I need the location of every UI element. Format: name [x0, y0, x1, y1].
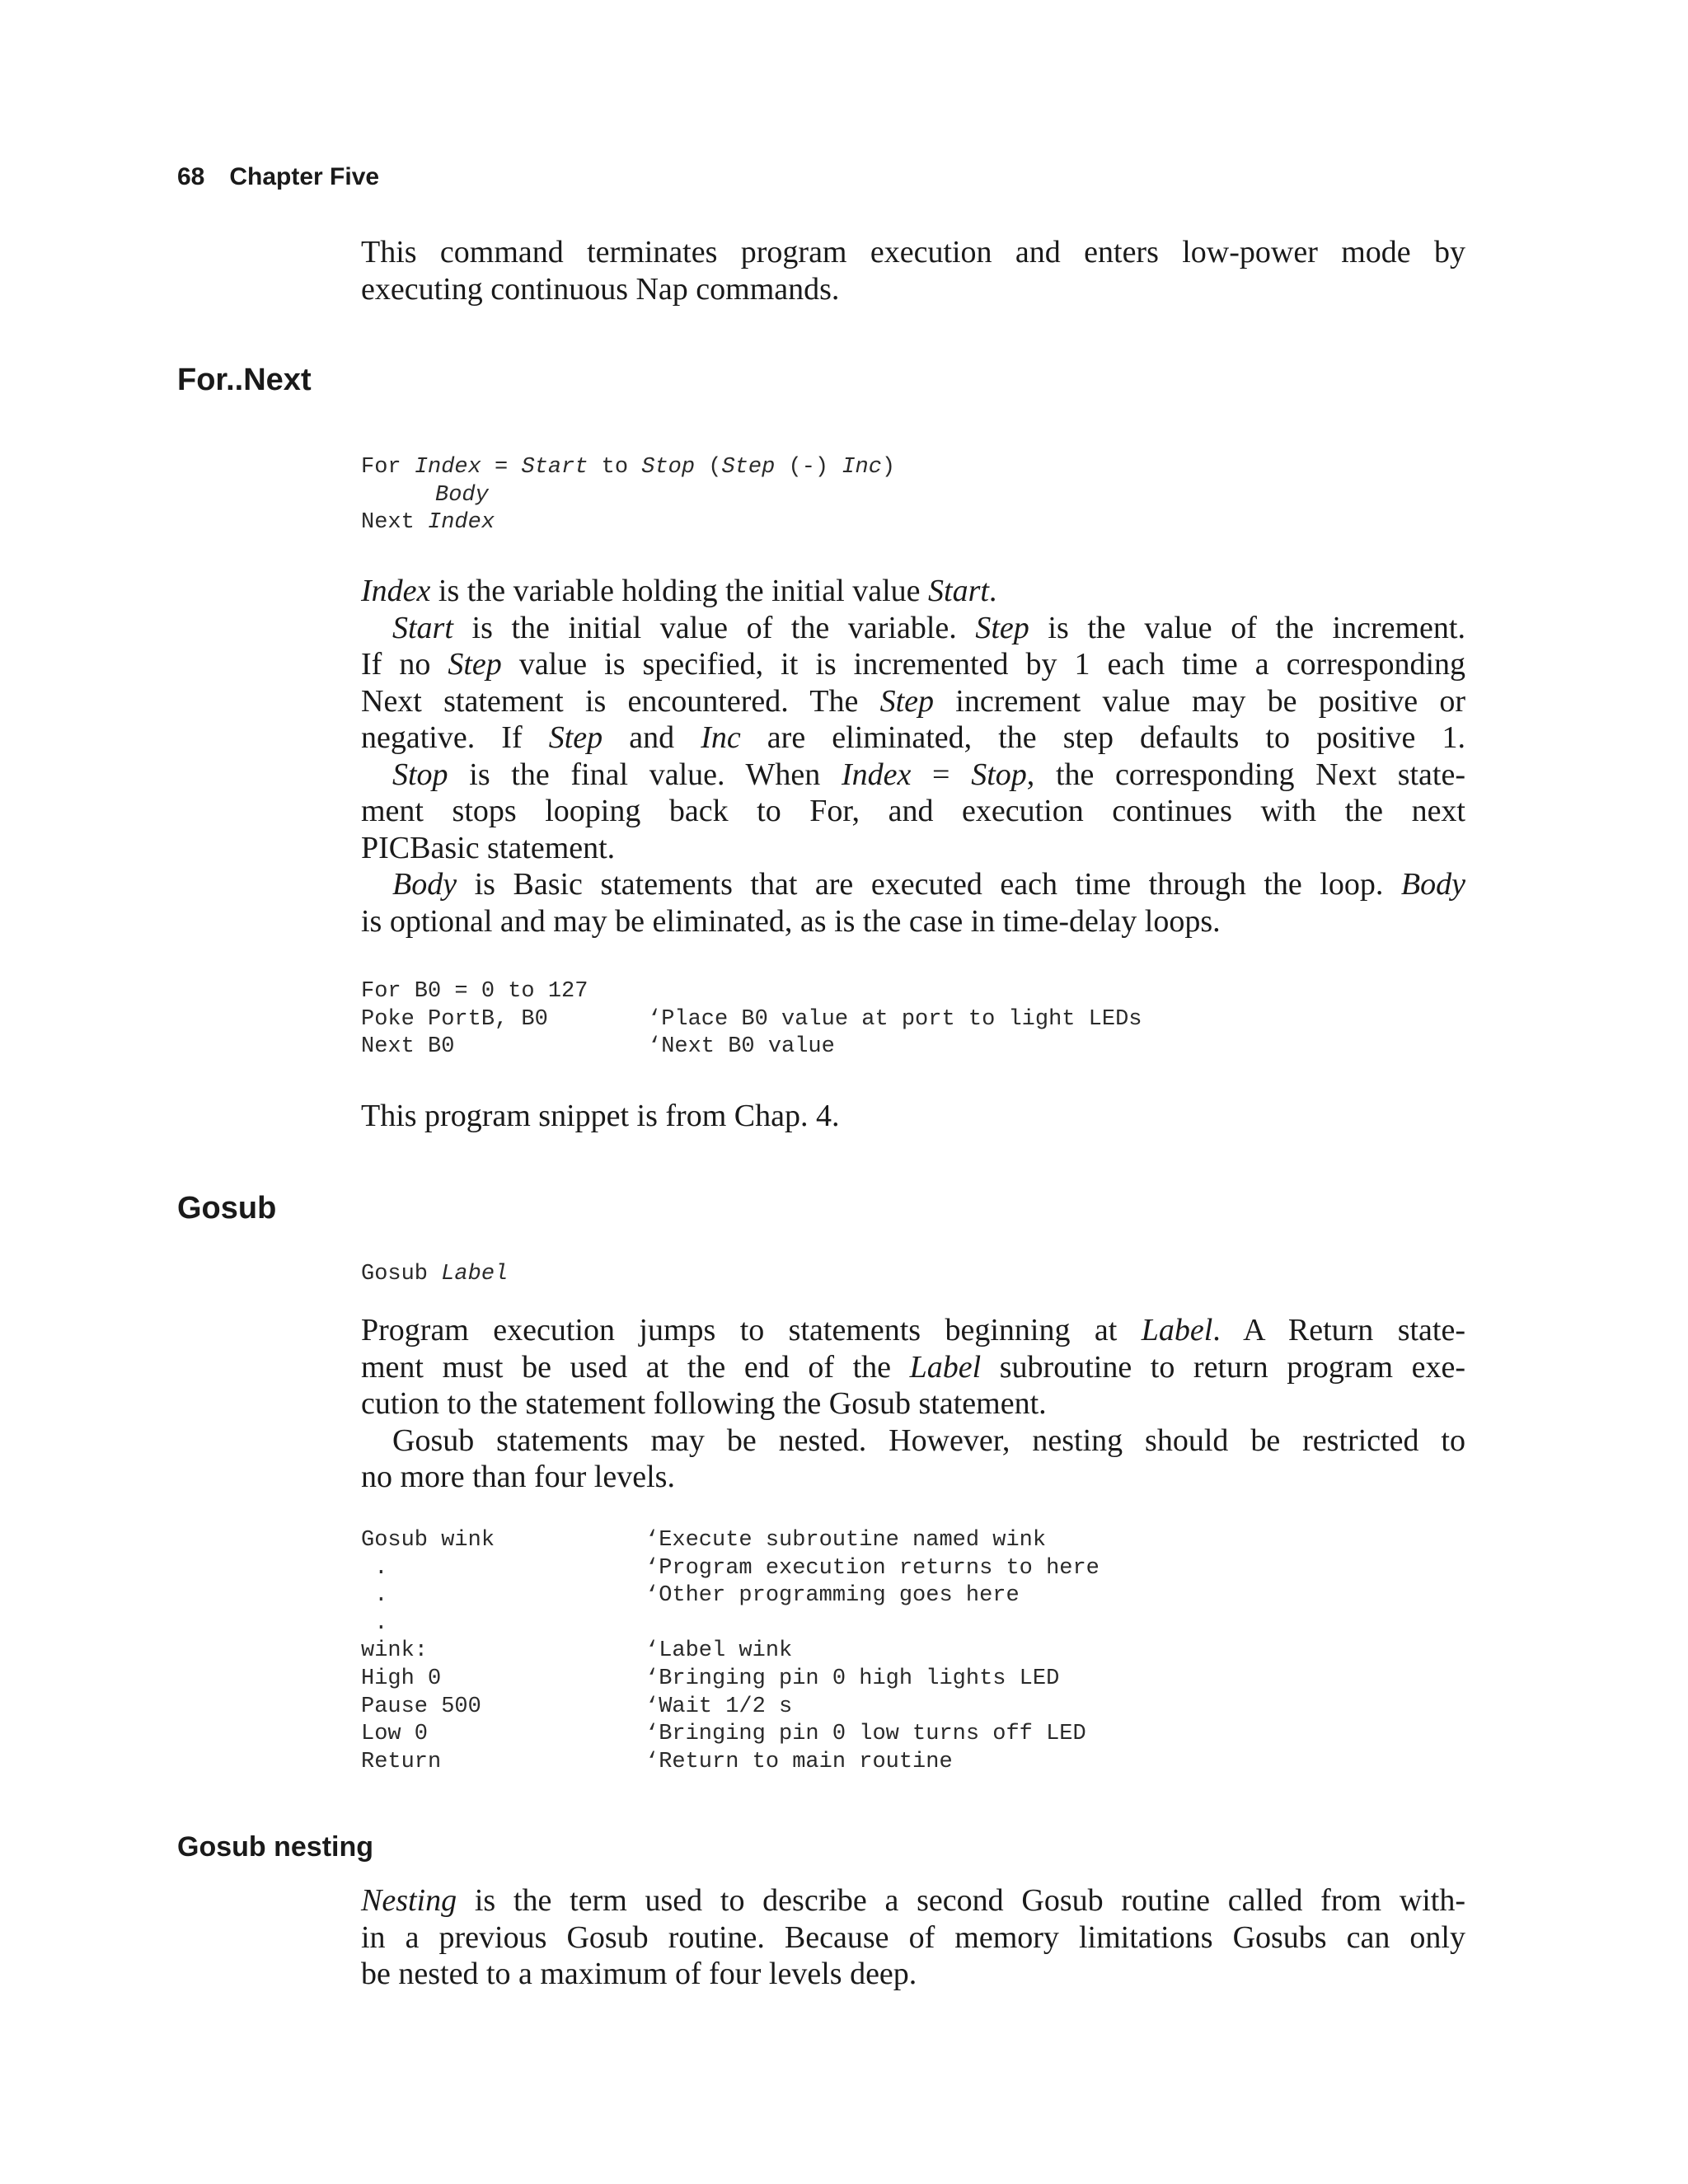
text-fragment: .	[988, 574, 997, 608]
text-fragment: High 0	[361, 1666, 442, 1691]
text-fragment: is Basic statements that are executed each time through the loop.	[457, 867, 1401, 902]
for-desc-line: is optional and may be eliminated, as is the case in time-delay loops.	[361, 903, 1221, 939]
text-fragment: value is specified, it is incremented by 1 each time a corresponding	[501, 647, 1466, 682]
code-line	[361, 1582, 1100, 1610]
code-line	[361, 1527, 1100, 1555]
text-fragment: Step	[879, 683, 935, 719]
text-fragment: Body	[1400, 867, 1465, 902]
text-fragment: ‘Program execution returns to here	[645, 1555, 1100, 1581]
section-heading-gosub: Gosub	[177, 1191, 277, 1226]
text-fragment: Step	[448, 647, 502, 682]
text-fragment: Next statement is encountered. The	[361, 683, 880, 719]
text-fragment: .	[361, 1555, 388, 1581]
text-fragment: ‘Bringing pin 0 high lights LED	[645, 1666, 1060, 1691]
for-desc-line	[361, 573, 1465, 610]
gosub-desc-line	[361, 1349, 1465, 1386]
code-line	[361, 1610, 1100, 1638]
gosub-desc-line: cution to the statement following the Gosub statement.	[361, 1386, 1047, 1421]
intro-line-1: This command terminates program execution and enters low-power mode by	[361, 235, 1465, 269]
text-fragment: Gosub wink	[361, 1528, 495, 1553]
code-line	[361, 1033, 1142, 1062]
text-fragment: Stop	[641, 455, 696, 480]
for-desc-line	[361, 757, 1465, 794]
text-fragment: Poke PortB, B0	[361, 1006, 548, 1032]
code-line	[361, 1638, 1100, 1666]
text-fragment: Gosub	[361, 1262, 442, 1286]
text-fragment: Body	[435, 482, 489, 508]
text-fragment: =	[911, 757, 972, 792]
gosub-example	[361, 1527, 1100, 1776]
text-fragment: Next B0	[361, 1034, 455, 1060]
text-fragment: is the term used to describe a second Gosub routine called from with-	[457, 1883, 1465, 1918]
for-desc-line: PICBasic statement.	[361, 830, 616, 865]
intro-line-2: executing continuous Nap commands.	[361, 271, 840, 307]
text-fragment: are eliminated, the step defaults to positive 1.	[740, 720, 1465, 755]
text-fragment: .	[361, 1610, 388, 1636]
text-fragment: Index	[414, 455, 481, 480]
text-fragment: Body	[392, 867, 457, 902]
for-next-note	[361, 1098, 1465, 1135]
text-fragment: is the value of the increment.	[1029, 610, 1465, 645]
code-line	[361, 1694, 1100, 1722]
text-fragment: ‘Next B0 value	[648, 1034, 835, 1060]
text-fragment: If no	[361, 647, 448, 682]
text-fragment: Label	[1141, 1313, 1213, 1347]
section-heading-gosub-nesting: Gosub nesting	[177, 1831, 373, 1863]
text-fragment: This program snippet is from Chap. 4.	[361, 1099, 840, 1133]
page-number: 68	[177, 163, 205, 190]
text-fragment: wink:	[361, 1638, 429, 1664]
text-fragment: is the initial value of the variable.	[452, 610, 976, 645]
text-fragment: negative. If	[361, 720, 549, 755]
intro-paragraph	[361, 234, 1465, 307]
text-fragment: Index	[361, 574, 431, 608]
text-fragment: subroutine to return program exe-	[981, 1349, 1465, 1385]
gosub-desc-line: Gosub statements may be nested. However, nesting should be restricted to	[392, 1422, 1465, 1458]
syntax-line-for	[361, 454, 895, 482]
nesting-line	[361, 1882, 1465, 1919]
gosub-desc-line	[361, 1312, 1465, 1349]
code-line	[361, 1666, 1100, 1694]
text-fragment: Return	[361, 1749, 442, 1774]
text-fragment: ment must be used at the end of the	[361, 1349, 910, 1385]
text-fragment: Program execution jumps to statements beginning at	[361, 1313, 1142, 1347]
text-fragment: Pause 500	[361, 1694, 481, 1719]
text-fragment: to	[588, 455, 642, 480]
text-fragment: , the corresponding Next state-	[1026, 757, 1465, 792]
code-line	[361, 1721, 1100, 1749]
gosub-nesting-paragraph	[361, 1882, 1465, 1993]
gosub-desc-line: no more than four levels.	[361, 1460, 675, 1494]
section-heading-for-next: For..Next	[177, 363, 312, 397]
gosub-description	[361, 1312, 1465, 1496]
text-fragment: increment value may be positive or	[934, 683, 1465, 719]
text-fragment: Step	[548, 720, 603, 755]
code-line	[361, 1555, 1100, 1583]
text-fragment: ‘Other programming goes here	[645, 1583, 1020, 1609]
text-fragment: =	[481, 455, 522, 480]
text-fragment: Inc	[701, 720, 741, 755]
text-fragment: ‘Bringing pin 0 low turns off LED	[645, 1722, 1086, 1747]
text-fragment: Index	[428, 510, 495, 536]
for-next-description	[361, 573, 1465, 940]
gosub-syntax	[361, 1261, 508, 1289]
text-fragment: ‘Place B0 value at port to light LEDs	[648, 1006, 1142, 1032]
text-fragment: (	[695, 455, 722, 480]
text-fragment: ‘Wait 1/2 s	[645, 1694, 793, 1719]
text-fragment: ‘Return to main routine	[645, 1749, 953, 1774]
text-fragment: For B0 = 0 to 127	[361, 979, 588, 1004]
text-fragment: Label	[441, 1262, 509, 1286]
text-fragment: Start	[928, 574, 989, 608]
code-line	[361, 1749, 1100, 1777]
nesting-line: be nested to a maximum of four levels deep.	[361, 1957, 917, 1991]
text-fragment: Start	[392, 610, 453, 645]
running-header	[177, 163, 379, 191]
for-desc-line	[361, 866, 1465, 903]
for-desc-line: ment stops looping back to For, and execution continues with the next	[361, 794, 1465, 828]
text-fragment: Index	[841, 757, 912, 792]
chapter-title: Chapter Five	[229, 163, 380, 190]
text-fragment: is the variable holding the initial value	[430, 574, 929, 608]
text-fragment: For	[361, 455, 401, 480]
for-desc-line	[361, 683, 1465, 720]
text-fragment: Start	[521, 455, 588, 480]
text-fragment: Inc	[842, 455, 882, 480]
text-fragment: is the final value. When	[448, 757, 842, 792]
text-fragment: Stop	[392, 757, 448, 792]
text-fragment: Next	[361, 510, 415, 536]
text-fragment: (-)	[775, 455, 842, 480]
text-fragment: .	[361, 1583, 388, 1609]
text-fragment: Step	[975, 610, 1029, 645]
text-fragment: ‘Label wink	[645, 1638, 793, 1664]
text-fragment: Low 0	[361, 1722, 429, 1747]
for-desc-line	[361, 610, 1465, 647]
for-desc-line	[361, 646, 1465, 683]
text-fragment: . A Return state-	[1212, 1313, 1465, 1347]
syntax-line-body	[361, 482, 895, 510]
code-line	[361, 978, 1142, 1006]
for-next-example	[361, 978, 1142, 1062]
for-next-syntax	[361, 454, 895, 537]
code-line	[361, 1006, 1142, 1034]
nesting-line: in a previous Gosub routine. Because of memory limitations Gosubs can only	[361, 1919, 1465, 1955]
text-fragment: Nesting	[361, 1883, 457, 1918]
text-fragment: Label	[909, 1349, 982, 1385]
syntax-line-next	[361, 509, 895, 537]
text-fragment: and	[603, 720, 701, 755]
text-fragment: ‘Execute subroutine named wink	[645, 1528, 1047, 1553]
text-fragment: Step	[721, 455, 776, 480]
text-fragment: Stop	[971, 757, 1027, 792]
text-fragment: )	[881, 455, 896, 480]
for-desc-line	[361, 719, 1465, 757]
